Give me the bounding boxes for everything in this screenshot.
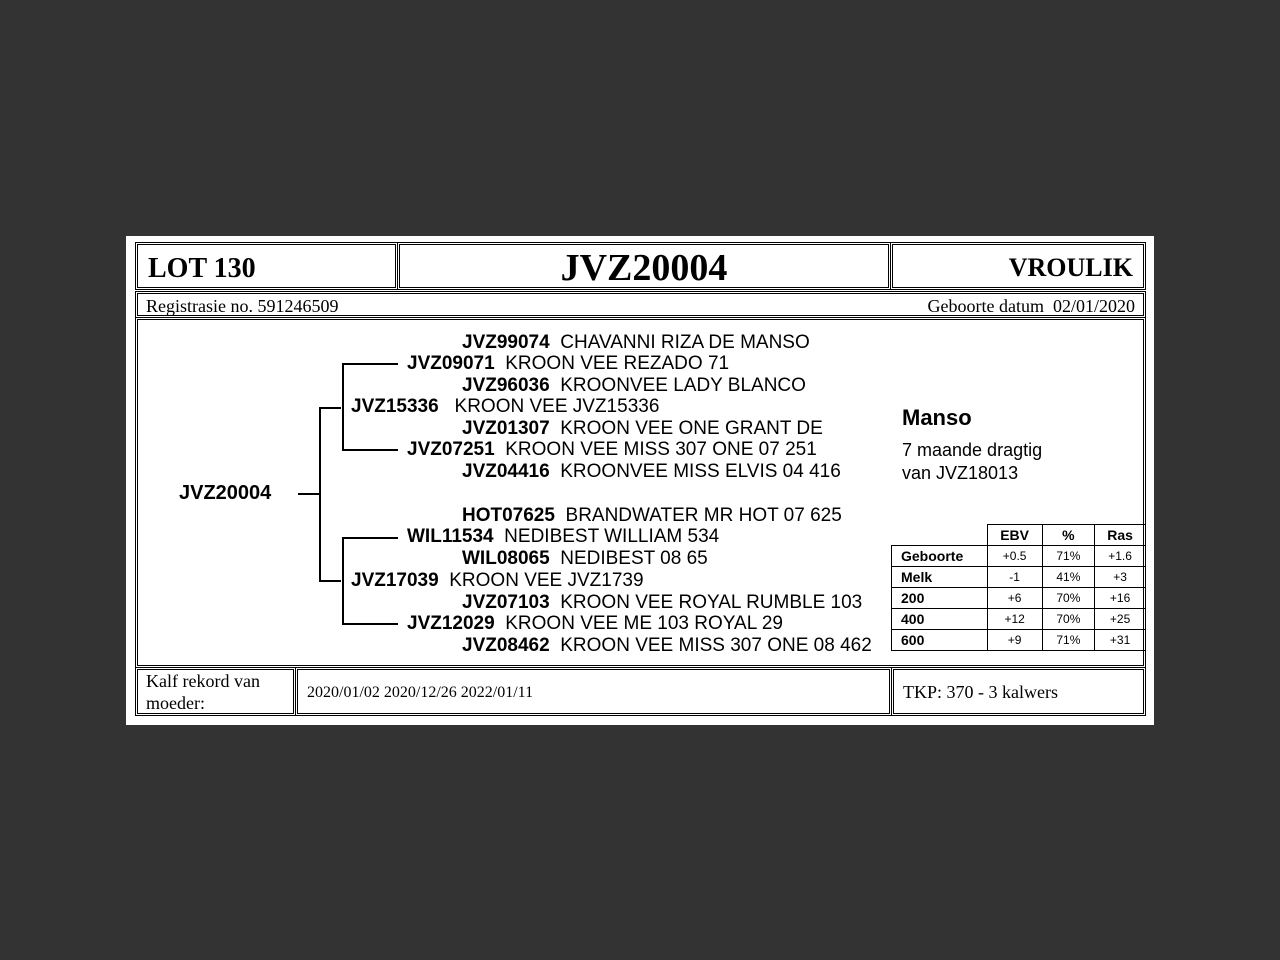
ebv-breed-avg: +31 xyxy=(1095,630,1146,651)
lot-number: LOT 130 xyxy=(148,253,256,284)
tree-line xyxy=(342,623,398,625)
tree-line xyxy=(342,363,398,365)
ebv-header-row xyxy=(892,525,1146,546)
pedigree-dam-dam: JVZ12029 KROON VEE ME 103 ROYAL 29 xyxy=(407,613,783,634)
pedigree-sire-sire-sire: JVZ99074 CHAVANNI RIZA DE MANSO xyxy=(462,332,810,353)
tkp-box xyxy=(891,667,1146,716)
ebv-value: +0.5 xyxy=(987,546,1042,567)
pedigree-sire-dam-dam: JVZ04416 KROONVEE MISS ELVIS 04 416 xyxy=(462,461,841,482)
ebv-header-blank xyxy=(892,525,988,546)
pedigree-sire-sire: JVZ09071 KROON VEE REZADO 71 xyxy=(407,353,730,374)
calf-record-label-line2: moeder: xyxy=(146,693,205,713)
tree-line xyxy=(319,407,321,582)
ebv-accuracy: 41% xyxy=(1042,567,1095,588)
ebv-breed-avg: +16 xyxy=(1095,588,1146,609)
ebv-accuracy: 71% xyxy=(1042,546,1095,567)
birth-date-label xyxy=(928,296,1135,317)
tree-line xyxy=(298,493,320,495)
pregnancy-sire-name: Manso xyxy=(902,405,972,430)
ebv-value: +12 xyxy=(987,609,1042,630)
ebv-row xyxy=(892,567,1146,588)
tree-line xyxy=(342,537,398,539)
ebv-header-pct: % xyxy=(1042,525,1095,546)
pedigree-sire-dam: JVZ07251 KROON VEE MISS 307 ONE 07 251 xyxy=(407,439,817,460)
birth-label: Geboorte datum xyxy=(927,296,1044,316)
pedigree-dam-sire-dam: WIL08065 NEDIBEST 08 65 xyxy=(462,548,708,569)
ebv-breed-avg: +1.6 xyxy=(1095,546,1146,567)
tree-line xyxy=(342,363,344,451)
registration-label: Registrasie no. xyxy=(146,296,253,316)
tree-line xyxy=(342,449,398,451)
tree-line xyxy=(342,537,344,625)
ebv-label: 400 xyxy=(892,609,988,630)
lot-card xyxy=(126,236,1154,725)
pregnancy-status: 7 maande dragtig xyxy=(902,440,1043,460)
ebv-header-ras: Ras xyxy=(1095,525,1146,546)
ebv-value: -1 xyxy=(987,567,1042,588)
tree-line xyxy=(319,580,341,582)
tkp-value: TKP: 370 - 3 kalwers xyxy=(903,682,1058,702)
registration-no-label xyxy=(146,296,338,317)
animal-registration-title: JVZ20004 xyxy=(560,247,728,289)
pedigree-box xyxy=(135,317,1146,668)
ebv-accuracy: 70% xyxy=(1042,609,1095,630)
ebv-header-ebv: EBV xyxy=(987,525,1042,546)
pedigree-sire-sire-dam: JVZ96036 KROONVEE LADY BLANCO xyxy=(462,375,806,396)
calf-record-dates-box xyxy=(295,667,892,716)
tree-line xyxy=(319,407,341,409)
ebv-row xyxy=(892,588,1146,609)
ebv-row xyxy=(892,546,1146,567)
ebv-label: Melk xyxy=(892,567,988,588)
ebv-breed-avg: +25 xyxy=(1095,609,1146,630)
lot-box xyxy=(135,242,398,290)
ebv-value: +6 xyxy=(987,588,1042,609)
birth-date: 02/01/2020 xyxy=(1052,296,1135,316)
ebv-table xyxy=(891,524,1146,651)
ebv-row xyxy=(892,630,1146,651)
ebv-accuracy: 71% xyxy=(1042,630,1095,651)
ebv-row xyxy=(892,609,1146,630)
ebv-breed-avg: +3 xyxy=(1095,567,1146,588)
calf-record-dates: 2020/01/02 2020/12/26 2022/01/11 xyxy=(307,684,534,701)
registration-box xyxy=(397,242,891,290)
pedigree-dam: JVZ17039 KROON VEE JVZ1739 xyxy=(351,570,644,591)
pedigree-sire: JVZ15336 KROON VEE JVZ15336 xyxy=(351,396,660,417)
pedigree-dam-dam-sire: JVZ07103 KROON VEE ROYAL RUMBLE 103 xyxy=(462,592,863,613)
registration-number: 591246509 xyxy=(257,296,339,316)
ebv-label: 600 xyxy=(892,630,988,651)
calf-record-label-box xyxy=(135,667,296,716)
calf-record-label-line1: Kalf rekord van xyxy=(146,671,260,691)
sex-label: VROULIK xyxy=(1008,253,1133,282)
pedigree-dam-sire-sire: HOT07625 BRANDWATER MR HOT 07 625 xyxy=(462,505,842,526)
pedigree-sire-dam-sire: JVZ01307 KROON VEE ONE GRANT DE xyxy=(462,418,823,439)
ebv-accuracy: 70% xyxy=(1042,588,1095,609)
pedigree-dam-dam-dam: JVZ08462 KROON VEE MISS 307 ONE 08 462 xyxy=(462,635,872,656)
ebv-value: +9 xyxy=(987,630,1042,651)
ebv-label: 200 xyxy=(892,588,988,609)
ebv-label: Geboorte xyxy=(892,546,988,567)
pregnancy-service-sire: van JVZ18013 xyxy=(902,463,1019,483)
registration-row xyxy=(135,291,1146,318)
sex-box xyxy=(890,242,1146,290)
pedigree-dam-sire: WIL11534 NEDIBEST WILLIAM 534 xyxy=(407,526,720,547)
pedigree-animal: JVZ20004 xyxy=(179,482,272,504)
